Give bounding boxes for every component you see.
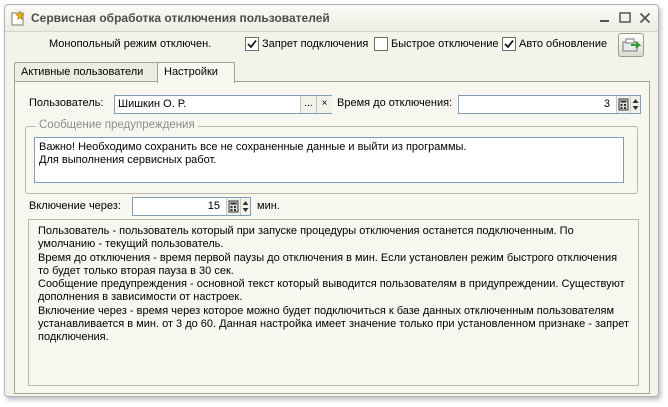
help-paragraph: Сообщение предупреждения - основной текст который выводится пользователям в придупреждении. Существуют дополнения в зависимости от настроек.: [38, 278, 625, 304]
enable-after-label: Включение через:: [29, 200, 121, 212]
prohibit-connection-label: Запрет подключения: [262, 38, 369, 50]
status-text: Монопольный режим отключен.: [49, 38, 212, 50]
enable-after-value: 15: [207, 200, 220, 212]
user-field[interactable]: [114, 95, 332, 114]
fast-disconnect-label: Быстрое отключение: [391, 38, 499, 50]
execute-icon: [619, 34, 643, 56]
window-title: Сервисная обработка отключения пользователей: [31, 11, 330, 25]
help-paragraph: Время до отключения - время первой паузы до отключения в мин. Если установлен режим быстрого отключения то будет только вторая пауза в 30 сек.: [38, 251, 618, 277]
disconnect-time-label: Время до отключения:: [337, 97, 453, 109]
disconnect-time-field[interactable]: [458, 95, 641, 114]
user-value: Шишкин О. Р.: [118, 98, 187, 110]
auto-update-label: Авто обновление: [519, 38, 608, 50]
help-paragraph: Пользователь - пользователь который при запуске процедуры отключения останется подключенным. По умолчанию - текущий пользователь.: [38, 225, 574, 251]
settings-panel: [14, 81, 650, 394]
minimize-icon[interactable]: [596, 9, 614, 27]
warning-group: [25, 119, 638, 194]
tab-settings[interactable]: [157, 62, 235, 83]
help-paragraph: Включение через - время через которое можно будет подключиться к базе данных отключенным пользователям устанавливается в мин. от 3 до 60. Данная настройка имеет значение только при установленном признаке - запрет подключения.: [38, 304, 629, 344]
user-label: Пользователь:: [29, 97, 104, 109]
enable-after-field[interactable]: [132, 197, 251, 216]
warning-group-title: Сообщение предупреждения: [36, 119, 198, 131]
prohibit-connection-checkbox[interactable]: [245, 37, 259, 51]
disconnect-time-stepper[interactable]: [630, 96, 640, 113]
auto-update-checkbox[interactable]: [502, 37, 516, 51]
warning-message-field[interactable]: Важно! Необходимо сохранить все не сохраненные данные и выйти из программы. Для выполнения сервисных работ.: [34, 137, 624, 183]
calculator-icon[interactable]: [226, 198, 240, 215]
title-bar: [5, 5, 658, 32]
execute-button[interactable]: [618, 33, 644, 57]
tab-settings-label: Настройки: [164, 66, 218, 78]
toolbar: [5, 32, 658, 58]
enable-after-unit: мин.: [257, 200, 280, 212]
user-clear-button[interactable]: ×: [316, 96, 332, 113]
disconnect-time-value: 3: [603, 98, 610, 110]
close-icon[interactable]: [636, 9, 654, 27]
tab-active-users[interactable]: [14, 62, 161, 82]
app-window: [4, 4, 659, 397]
user-select-button[interactable]: ...: [300, 96, 316, 113]
enable-after-stepper[interactable]: [240, 198, 250, 215]
app-icon: [11, 10, 27, 26]
tab-active-users-label: Активные пользователи: [21, 66, 144, 78]
calculator-icon[interactable]: [616, 96, 630, 113]
fast-disconnect-checkbox[interactable]: [374, 37, 388, 51]
help-text-area: [28, 219, 639, 386]
maximize-icon[interactable]: [616, 9, 634, 27]
